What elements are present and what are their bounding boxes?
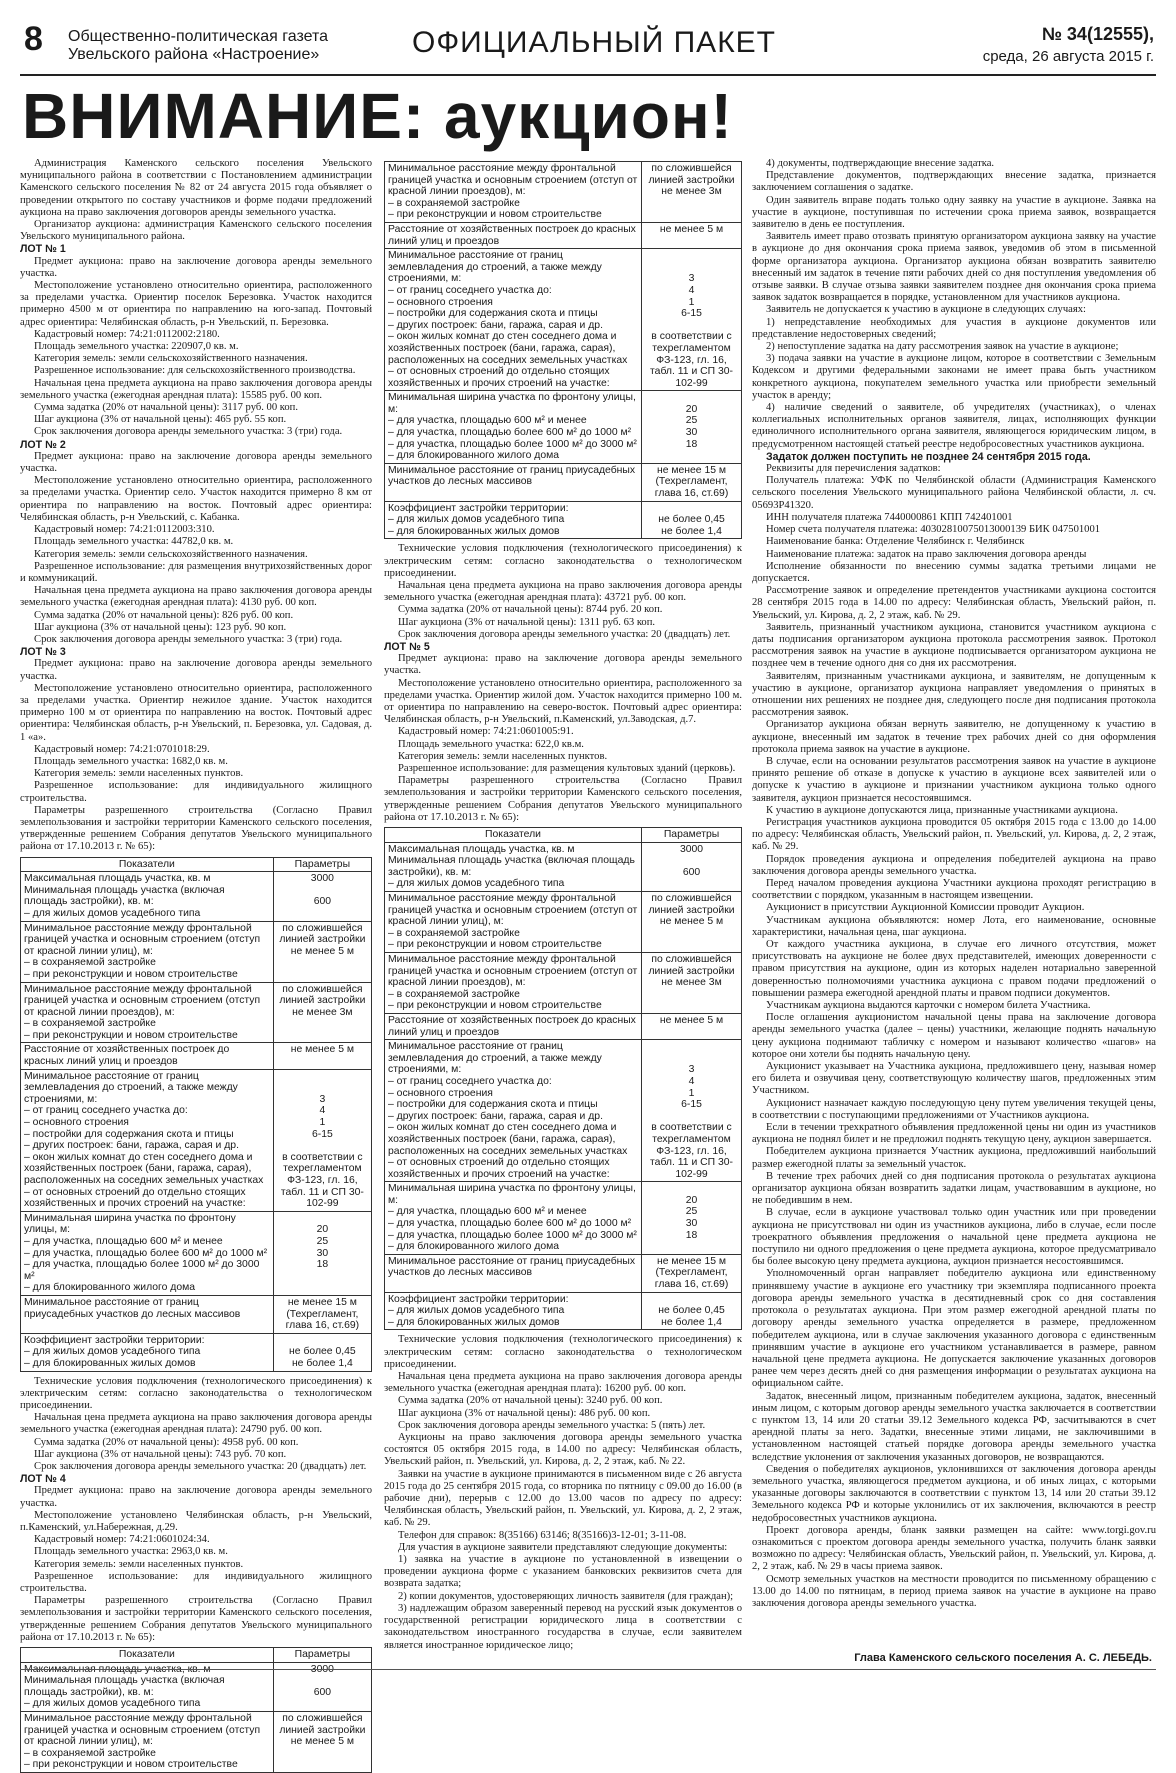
paragraph: Разрешенное использование: для индивидуального жилищного строительства. [20,780,372,804]
issue-number: № 34(12555), [1041,24,1154,44]
column-3 [752,158,1156,1653]
paper-name-line1: Общественно-политическая газета [68,28,329,45]
param-value-cell: не менее 5 м [642,1013,742,1039]
param-name-cell: Минимальное расстояние от границ приусадебных участков до лесных массивов [385,1254,642,1292]
table-header-value: Параметры [273,857,371,872]
paragraph: Разрешенное использование: для размещения культовых зданий (церковь). [398,763,736,775]
param-name-cell: Расстояние от хозяйственных построек до красных линий улиц и проездов [385,222,642,248]
paragraph: Аукционы на право заключения договора аренды земельного участка состоятся 05 октября 2015 года, в 14.00 по адресу: Челябинская область, Увельский район, п. Увельский, ул. Кирова, д. 2, 2 этаж, каб. № 22. [384,1432,742,1468]
deposit-deadline: Задаток должен поступить не позднее 24 сентября 2015 года. [766,450,1091,463]
table-row [385,222,742,248]
paragraph: Заявки на участие в аукционе принимаются в письменном виде с 26 августа 2015 года до 25 сентября 2015 года, со вторника по пятницу с 09.00 до 16.00 (в рабочие дни), перерыв с 12.00 до 13.00 часов по адресу по адресу: Челябинская область, Увельский район, п. Увельский, ул. Кирова, д. 2, 2 этаж, каб. № 29. [384,1468,742,1529]
table-row [385,1182,742,1255]
paragraph: Параметры разрешенного строительства (Согласно Правил землепользования и застройки территории Каменского сельского поселения, утвержденные решением Собрания депутатов Увельского муниципального района от 17.10.2013 г. № 65): [20,804,372,853]
param-value-cell: по сложившейся линией застройки не менее 5 м [273,921,371,982]
param-value-cell: 20 25 30 18 [642,1182,742,1255]
paper-name-line2: Увельского района «Настроение» [68,46,320,63]
paragraph: Аукционист указывает на Участника аукциона, предложившего цену, называя номер его билета и озвучивая цену, соответствующую количеству шагов, предложенных этим Участником. [752,1061,1156,1097]
param-name-cell: Коэффициент застройки территории: – для жилых домов усадебного типа – для блокированных жилых домов [385,501,642,539]
paragraph: Шаг аукциона (3% от начальной цены): 743 руб. 70 коп. [34,1448,287,1460]
param-name-cell: Минимальное расстояние от границ землевладения до строений, а также между строениями, м: – от границ соседнего участка до: – основного строения – постройки для содержания скота и птицы – других построек: бани, гаража, сарая и др. – окон жилых комнат до стен соседнего дома и хозяйственных построек (бани, гаража, сарая), расположенных на соседних земельных участках – от основных строений до отдельно стоящих хозяйственных и прочих строений на участке: [385,1040,642,1182]
table-header-param: Показатели [21,1647,274,1662]
paragraph: Категория земель: земли сельскохозяйственного назначения. [34,548,308,560]
paragraph: 3) подача заявки на участие в аукционе лицом, которое в соответствии с Земельным Кодексом и другими федеральными законами не имеет права быть участником конкретного аукциона, покупателем земельного участка или приобрести земельный участок в аренду; [752,353,1156,401]
table-row [21,1069,372,1211]
paragraph: Разрешенное использование: для индивидуального жилищного строительства. [20,1570,372,1594]
paragraph: Шаг аукциона (3% от начальной цены): 465 руб. 55 коп. [34,414,287,426]
param-name-cell: Минимальное расстояние между фронтальной границей участка и основным строением (отступ от красной линии улиц), м: – в сохраняемой застройке – при реконструкции и новом строительстве [21,1711,274,1772]
table-header-value: Параметры [273,1647,371,1662]
paragraph: Технические условия подключения (технологического присоединения) к электрическим сетям: согласно законодательства о технологическом присоединении. [384,1334,742,1370]
paragraph: Начальная цена предмета аукциона на право заключения договора аренды земельного участка (ежегодная арендная плата): 15585 руб. 00 коп. [20,377,372,401]
paragraph: Представление документов, подтверждающих внесение задатка, признается заключением соглашения о задатке. [752,170,1156,194]
table-row [385,1254,742,1292]
paragraph: Местоположение установлено относительно ориентира, расположенного за пределами участка. Ориентир поселок Березовка. Участок находится примерно 4500 м от ориентира по направлению на юго-запад. Почтовый адрес ориентира: Челябинская область, р-н Увельский, п. Березовка. [20,280,372,328]
paragraph: Телефон для справок: 8(35166) 63146; 8(35166)3-12-01; 3-11-08. [398,1529,687,1541]
param-name-cell: Минимальное расстояние от границ землевладения до строений, а также между строениями, м: – от границ соседнего участка до: – основного строения – постройки для содержания скота и птицы – других построек: бани, гаража, сарая и др. – окон жилых комнат до стен соседнего дома и хозяйственных построек (бани, гаража, сарая), расположенных на соседних земельных участках – от основных строений до отдельно стоящих хозяйственных и прочих строений на участке: [385,249,642,391]
paragraph: Срок заключения договора аренды земельного участка: 3 (три) года. [34,426,343,438]
param-value-cell: не менее 15 м (Техрегламент, глава 16, ст.69) [642,1254,742,1292]
paragraph: Кадастровый номер: 74:21:0701018:29. [34,743,210,755]
paragraph: Получатель платежа: УФК по Челябинской области (Администрация Каменского сельского поселения Увельского муниципального района Челябинской области, л. сч. 05693P41320. [752,475,1156,511]
paragraph: Заявителям, признанным участниками аукциона, и заявителям, не допущенным к участию в аукционе, организатор аукциона направляет уведомления о принятых в отношении них решениях не позднее дня, следующего после дня подписания протокола рассмотрения заявок. [752,670,1156,719]
table-row [385,1013,742,1039]
param-name-cell: Максимальная площадь участка, кв. м Минимальная площадь участка (включая площадь застройки), кв. м: – для жилых домов усадебного типа [385,842,642,891]
paragraph: Площадь земельного участка: 1682,0 кв. м. [34,755,228,767]
paragraph: Параметры разрешенного строительства (Согласно Правил землепользования и застройки территории Каменского сельского поселения, утвержденные решением Собрания депутатов Увельского муниципального района от 17.10.2013 г. № 65): [20,1595,372,1643]
paragraph: Заявитель, признанный участником аукциона, становится участником аукциона с даты подписания организатором аукциона протокола рассмотрения заявок. Протокол рассмотрения заявок на участие в аукционе подписывается организатором аукциона не позднее чем в течение одного дня со дня их рассмотрения. [752,621,1156,670]
paragraph: Площадь земельного участка: 44782,0 кв. м. [34,536,234,548]
paragraph: Категория земель: земли населенных пунктов. [34,1558,244,1570]
param-value-cell: 3000 600 [273,1662,371,1711]
table-row [385,892,742,953]
param-name-cell: Минимальная ширина участка по фронтону улицы, м: – для участка, площадью 600 м² и менее – для участка, площадью более 600 м² до 1000 м² – для участка, площадью более 1000 м² до 3000 м² – для блокированного жилого дома [21,1211,274,1295]
paragraph: Кадастровый номер: 74:21:0601005:91. [398,726,574,738]
paragraph: Победителем аукциона признается Участник аукциона, предложивший наибольший размер ежегодной платы за земельный участок. [752,1146,1156,1170]
table-row [21,921,372,982]
table-header-value: Параметры [642,828,742,843]
paragraph: Участникам аукциона выдаются карточки с номером билета Участника. [766,1000,1091,1012]
param-value-cell: по сложившейся линией застройки не менее 3м [273,982,371,1043]
paragraph: Исполнение обязанности по внесению суммы задатка третьими лицами не допускается. [752,560,1156,584]
paragraph: В случае, если в аукционе участвовал только один участник или при проведении аукциона не присутствовал ни один из участников аукциона, либо в случае, если после троекратного объявления предложения о начальной цене предмета аукциона не поступило ни одного предложения о цене предмета аукциона, которое предусматривало бы более высокую цену предмета аукциона, аукцион признается несостоявшимся. [752,1207,1156,1268]
param-value-cell: не менее 15 м (Техрегламент, глава 16, ст.69) [273,1295,371,1333]
paragraph: Начальная цена предмета аукциона на право заключения договора аренды земельного участка (ежегодная арендная плата): 4130 руб. 00 коп. [20,585,372,609]
paragraph: После оглашения аукционистом начальной цены права на заключение договора аренды земельного участка (далее – цены) участники, желающие поднять начальную цену аукциона поднимают табличку с номером и называют количество «шагов» на которое они хотели бы поднять начальную цену. [752,1012,1156,1060]
param-name-cell: Коэффициент застройки территории: – для жилых домов усадебного типа – для блокированных жилых домов [21,1333,274,1371]
param-name-cell: Минимальное расстояние между фронтальной границей участка и основным строением (отступ от красной линии проездов), м: – в сохраняемой застройке – при реконструкции и новом строительстве [385,162,642,223]
paragraph: ИНН получателя платежа 7440000861 КПП 742401001 [766,511,1013,523]
paragraph: Предмет аукциона: право на заключение договора аренды земельного участка. [20,1485,372,1509]
lot-title: ЛОТ № 1 [20,243,66,256]
paragraph: Шаг аукциона (3% от начальной цены): 1311 руб. 63 коп. [398,616,656,628]
paragraph: Регистрация участников аукциона проводится 05 октября 2015 года с 13.00 до 14.00 по адресу: Челябинская область, Увельский район, п. Увельский, ул. Кирова, д. 2, 2 этаж, каб. № 29. [752,816,1156,853]
paragraph: Организатор аукциона обязан вернуть заявителю, не допущенному к участию в аукционе, внесенный им задаток в течение трех рабочих дней со дня оформления протокола приема заявок на участие в аукционе. [752,719,1156,755]
paragraph: Номер счета получателя платежа: 40302810075013000139 БИК 047501001 [766,524,1101,536]
lot-title: ЛОТ № 3 [20,646,66,659]
paragraph: 4) документы, подтверждающие внесение задатка. [766,158,995,169]
column-2 [384,158,742,1653]
paragraph: Площадь земельного участка: 220907,0 кв. м. [34,341,239,353]
page-number: 8 [24,20,43,58]
paragraph: Кадастровый номер: 74:21:0112003:310. [34,524,215,536]
paragraph: Категория земель: земли населенных пунктов. [398,750,608,762]
table-row [385,463,742,501]
param-value-cell: не более 0,45 не более 1,4 [273,1333,371,1371]
param-value-cell: по сложившейся линией застройки не менее 5 м [273,1711,371,1772]
param-name-cell: Максимальная площадь участка, кв. м Минимальная площадь участка (включая площадь застройки), кв. м: – для жилых домов усадебного типа [21,1662,274,1711]
table-row [385,501,742,539]
paragraph: Срок заключения договора аренды земельного участка: 3 (три) года. [34,633,343,645]
paragraph: Срок заключения договора аренды земельного участка: 20 (двадцать) лет. [398,628,731,640]
paragraph: Сумма задатка (20% от начальной цены): 4958 руб. 00 коп. [34,1436,299,1448]
paragraph: Предмет аукциона: право на заключение договора аренды земельного участка. [20,658,372,682]
paragraph: Местоположение установлено относительно ориентира, расположенного за пределами участка. Ориентир нежилое здание. Участок находится примерно 100 м от ориентира по направлению на восток. Почтовый адрес ориентира: Челябинская область, р-н Увельский, п. Березовка, ул. Садовая, д. 1 «а». [20,682,372,743]
param-name-cell: Минимальное расстояние между фронтальной границей участка и основным строением (отступ от красной линии улиц), м: – в сохраняемой застройке – при реконструкции и новом строительстве [21,921,274,982]
table-row [385,1040,742,1182]
table-row [385,162,742,223]
paragraph: Параметры разрешенного строительства (Согласно Правил землепользования и застройки территории Каменского сельского поселения, утвержденные решением Собрания депутатов Увельского муниципального района от 17.10.2013 г. № 65): [384,775,742,823]
paragraph: Участникам аукциона объявляются: номер Лота, его наименование, основные характеристики, начальная цена, шаг аукциона. [752,914,1156,938]
parameters-table-continued [384,161,742,539]
paragraph: Рассмотрение заявок и определение претендентов участниками аукциона состоится 28 сентября 2015 года в 14.00 по адресу: Челябинская область, Увельский район, п. Увельский, ул. Кирова, д. 2, 2 этаж, каб. № 29. [752,585,1156,621]
paragraph: Перед началом проведения аукциона Участники аукциона проходят регистрацию в соответствии с порядком, указанным в настоящем извещении. [752,877,1156,902]
paragraph: Категория земель: земли населенных пунктов. [34,768,244,780]
paragraph: Порядок проведения аукциона и определения победителей аукциона на право заключения договора аренды земельного участка. [752,853,1156,877]
paragraph: К участию в аукционе допускаются лица, признанные участниками аукциона. [766,804,1118,816]
paragraph: Сумма задатка (20% от начальной цены): 3117 руб. 00 коп. [34,402,299,414]
param-name-cell: Максимальная площадь участка, кв. м Минимальная площадь участка (включая площадь застройки), кв. м: – для жилых домов усадебного типа [21,872,274,921]
paragraph: Аукционист в присутствии Аукционной Комиссии проводит Аукцион. [766,902,1085,914]
paragraph: Кадастровый номер: 74:21:0112002:2180. [34,328,220,340]
paragraph: Площадь земельного участка: 2963,0 кв. м. [34,1546,228,1558]
param-value-cell: по сложившейся линией застройки не менее 3м [642,162,742,223]
table-row [385,1292,742,1330]
paragraph: Сумма задатка (20% от начальной цены): 3240 руб. 00 коп. [398,1395,663,1407]
paragraph: Площадь земельного участка: 622,0 кв.м. [398,738,584,750]
paragraph: Категория земель: земли сельскохозяйственного назначения. [34,353,308,365]
paragraph: Проект договора аренды, бланк заявки размещен на сайте: www.torgi.gov.ru ознакомиться с проектом договора аренды земельного участка, получить бланк заявки возможно по адресу: Челябинская область, Увельский район, п. Увельский, ул. Кирова, д. 2, 2 этаж, каб. № 29 в часы приема заявок. [752,1524,1156,1573]
paragraph: Шаг аукциона (3% от начальной цены): 486 руб. 00 коп. [398,1407,651,1419]
paragraph: Технические условия подключения (технологического присоединения) к электрическим сетям: согласно законодательства о технологическом присоединении. [20,1375,372,1411]
param-name-cell: Минимальное расстояние между фронтальной границей участка и основным строением (отступ от красной линии проездов), м: – в сохраняемой застройке – при реконструкции и новом строительстве [21,982,274,1043]
table-row [385,842,742,891]
table-row [21,982,372,1043]
param-value-cell: 20 25 30 18 [642,391,742,464]
param-name-cell: Минимальное расстояние между фронтальной границей участка и основным строением (отступ от красной линии проездов), м: – в сохраняемой застройке – при реконструкции и новом строительстве [385,953,642,1014]
paragraph: От каждого участника аукциона, в случае его личного отсутствия, может присутствовать на аукционе не более двух представителей, имеющих доверенности с правом присутствия на аукционе, один из которых наделен нотариально заверенной доверенностью полномочиями участника аукциона с правом подачи предложений о повышении размера ежегодной арендной платы и правом подписи документов. [752,939,1156,999]
table-row [385,953,742,1014]
paragraph: Аукционист назначает каждую последующую цену путем увеличения текущей цены, в соответствии с поступающими предложениями от Участников аукциона. [752,1097,1156,1121]
param-name-cell: Коэффициент застройки территории: – для жилых домов усадебного типа – для блокированных жилых домов [385,1292,642,1330]
paragraph: Технические условия подключения (технологического присоединения) к электрическим сетям: согласно законодательства о технологическом присоединении. [384,543,742,579]
paragraph: В случае, если на основании результатов рассмотрения заявок на участие в аукционе принято решение об отказе в допуске к участию в аукционе всех заявителей или о допуске к участию в аукционе и признании участником аукциона только одного заявителя, аукцион признается несостоявшимся. [752,755,1156,804]
param-value-cell: 3 4 1 6-15 в соответствии с техрегламентом ФЗ-123, гл. 16, табл. 11 и СП 30-102-99 [642,249,742,391]
param-value-cell: не менее 5 м [273,1043,371,1069]
paragraph: 2) непоступление задатка на дату рассмотрения заявок на участие в аукционе; [766,341,1119,353]
table-header-param: Показатели [21,857,274,872]
param-value-cell: не менее 15 м (Техрегламент, глава 16, ст.69) [642,463,742,501]
paragraph: 1) непредставление необходимых для участия в аукционе документов или представление недостоверных сведений; [752,316,1156,340]
paragraph: Заявитель имеет право отозвать принятую организатором аукциона заявку на участие в аукционе до дня окончания срока приема заявок, уведомив об этом в письменной форме организатора аукциона. Организатор аукциона обязан возвратить заявителю внесенный им задаток в течение пяти рабочих дней со дня поступления уведомления об отзыве заявки. В случае отзыва заявки заявителем позднее дня окончания срока приема заявок задаток возвращается в порядке, установленном для участников аукциона. [752,231,1156,304]
lot-title: ЛОТ № 4 [20,1473,66,1486]
paragraph: Разрешенное использование: для размещения внутрихозяйственных дорог и коммуникаций. [20,560,372,584]
masthead [20,14,1156,76]
paragraph: Один заявитель вправе подать только одну заявку на участие в аукционе. Заявка на участие в аукционе, поступившая по истечении срока приема заявок, возвращается заявителю в день ее поступления. [752,194,1156,231]
paragraph: Уполномоченный орган направляет победителю аукциона или единственному принявшему участие в аукционе его участнику три экземпляра подписанного проекта договора аренды земельного участка в десятидневный срок со дня составления протокола о результатах аукциона. При этом размер ежегодной арендной платы по договору аренды земельного участка определяется в размере, предложенном победителем аукциона, или в случае заключения указанного договора с единственным принявшим участие в аукционе его участником устанавливается в размере, равном начальной цене предмета аукциона. Не допускается заключение указанных договоров ранее чем через десять дней со дня размещения информации о результатах аукциона на официальном сайте. [752,1268,1156,1390]
paragraph: Предмет аукциона: право на заключение договора аренды земельного участка. [384,653,742,677]
paragraph: Сумма задатка (20% от начальной цены): 8744 руб. 20 коп. [398,604,663,616]
lot-title: ЛОТ № 2 [20,438,66,451]
paragraph: Сумма задатка (20% от начальной цены): 826 руб. 00 коп. [34,609,294,621]
paragraph: Начальная цена предмета аукциона на право заключения договора аренды земельного участка (ежегодная арендная плата): 24790 руб. 00 коп. [20,1412,372,1436]
paragraph: Срок заключения договора аренды земельного участка: 20 (двадцать) лет. [34,1460,367,1472]
column-1 [20,158,372,1771]
parameters-table [20,857,372,1372]
table-header-param: Показатели [385,828,642,843]
param-name-cell: Минимальное расстояние от границ приусадебных участков до лесных массивов [21,1295,274,1333]
parameters-table-lot5 [384,827,742,1330]
param-name-cell: Минимальное расстояние от границ землевладения до строений, а также между строениями, м: – от границ соседнего участка до: – основного строения – постройки для содержания скота и птицы – других построек: бани, гаража, сарая и др. – окон жилых комнат до стен соседнего дома и хозяйственных построек (бани, гаража, сарая), расположенных на соседних земельных участках – от основных строений до отдельно стоящих хозяйственных и прочих строений на участке: [21,1069,274,1211]
param-value-cell: 3 4 1 6-15 в соответствии с техрегламентом ФЗ-123, гл. 16, табл. 11 и СП 30-102-99 [273,1069,371,1211]
table-row [21,1333,372,1371]
param-name-cell: Расстояние от хозяйственных построек до красных линий улиц и проездов [385,1013,642,1039]
table-row [21,1043,372,1069]
param-value-cell: не более 0,45 не более 1,4 [642,501,742,539]
param-value-cell: 20 25 30 18 [273,1211,371,1295]
param-value-cell: 3 4 1 6-15 в соответствии с техрегламентом ФЗ-123, гл. 16, табл. 11 и СП 30-102-99 [642,1040,742,1182]
issue-date: среда, 26 августа 2015 г. [982,48,1154,65]
paragraph: Предмет аукциона: право на заключение договора аренды земельного участка. [20,450,372,475]
param-value-cell: по сложившейся линией застройки не менее 5 м [642,892,742,953]
param-name-cell: Минимальная ширина участка по фронтону улицы, м: – для участка, площадью 600 м² и менее – для участка, площадью более 600 м² до 1000 м² – для участка, площадью более 1000 м² до 3000 м² – для блокированного жилого дома [385,391,642,464]
param-name-cell: Минимальная ширина участка по фронтону улицы, м: – для участка, площадью 600 м² и менее – для участка, площадью более 600 м² до 1000 м² – для участка, площадью более 1000 м² до 3000 м² – для блокированного жилого дома [385,1182,642,1255]
table-row [385,249,742,391]
paragraph: Задаток, внесенный лицом, признанным победителем аукциона, задаток, внесенный иным лицом, с которым договор аренды земельного участка заключается в соответствии с пунктом 13, 14 или 20 статьи 39.12 Земельного кодекса РФ, засчитываются в счет арендной платы за него. Задатки, внесенные этими лицами, не заключившими в установленном настоящей статьей порядке договора аренды земельного участка вследствие уклонения от заключения указанных договоров, не возвращаются. [752,1390,1156,1463]
table-row [21,1211,372,1295]
parameters-table-lot4 [20,1647,372,1773]
param-value-cell: 3000 600 [273,872,371,921]
param-name-cell: Минимальное расстояние между фронтальной границей участка и основным строением (отступ от красной линии улиц), м: – в сохраняемой застройке – при реконструкции и новом строительстве [385,892,642,953]
paragraph: Наименование банка: Отделение Челябинск г. Челябинск [766,536,1025,548]
section-title: ОФИЦИАЛЬНЫЙ ПАКЕТ [412,26,777,59]
table-row [385,391,742,464]
paragraph: Если в течении трехкратного объявления предложенной цены ни один из участников аукциона не поднял билет и не предложил поднять текущую цену, аукцион завершается. [752,1122,1156,1146]
paragraph: В течение трех рабочих дней со дня подписания протокола о результатах аукциона организатор аукциона обязан возвратить задатки лицам, участвовавшим в аукционе, но не победившим в нем. [752,1170,1156,1207]
param-value-cell: не менее 5 м [642,222,742,248]
paragraph: Заявитель не допускается к участию в аукционе в следующих случаях: [766,304,1087,316]
paragraph: 2) копии документов, удостоверяющих личность заявителя (для граждан); [398,1590,734,1602]
paragraph: Предмет аукциона: право на заключение договора аренды земельного участка. [20,255,372,279]
paragraph: Начальная цена предмета аукциона на право заключения договора аренды земельного участка (ежегодная арендная плата): 43721 руб. 00 коп. [384,580,742,604]
paragraph: Срок заключения договора аренды земельного участка: 5 (пять) лет. [398,1419,706,1431]
signature: Глава Каменского сельского поселения А. С. ЛЕБЕДЬ. [854,1652,1152,1664]
table-row [21,1711,372,1772]
lot-title: ЛОТ № 5 [384,641,430,654]
headline: ВНИМАНИЕ: аукцион! [22,80,733,152]
table-row [21,1295,372,1333]
param-value-cell: 3000 600 [642,842,742,891]
paragraph: 3) надлежащим образом заверенный перевод на русский язык документов о государственной регистрации юридического лица в соответствии с законодательством иностранного государства в случае, если заявителем является иностранное юридическое лицо; [384,1602,742,1651]
paragraph: Начальная цена предмета аукциона на право заключения договора аренды земельного участка (ежегодная арендная плата): 16200 руб. 00 коп. [384,1371,742,1395]
paragraph: Наименование платежа: задаток на право заключения договора аренды [766,548,1087,560]
paragraph: Местоположение установлено Челябинская область, р-н Увельский, п.Каменский, ул.Набережная, д.29. [20,1509,372,1533]
paragraph: Сведения о победителях аукционов, уклонившихся от заключения договора аренды земельного участка, являющегося предметом аукциона, и об иных лицах, с которыми указанные договоры заключаются в соответствии с пунктом 13, 14 или 20 статьи 39.12 Земельного кодекса РФ и которые уклонились от их заключения, включаются в реестр недобросовестных участников аукциона. [752,1463,1156,1524]
param-value-cell: не более 0,45 не более 1,4 [642,1292,742,1330]
table-row [21,872,372,921]
param-name-cell: Расстояние от хозяйственных построек до красных линий улиц и проездов [21,1043,274,1069]
paragraph: Для участия в аукционе заявители представляют следующие документы: [398,1541,728,1553]
paper-name [68,28,328,64]
param-name-cell: Минимальное расстояние от границ приусадебных участков до лесных массивов [385,463,642,501]
param-value-cell: по сложившейся линией застройки не менее 3м [642,953,742,1014]
paragraph: 4) наличие сведений о заявителе, об учредителях (участниках), о членах коллегиальных исполнительных органов заявителя, лицах, исполняющих функции единоличного исполнительного органа заявителя, являющегося юридическим лицом, в предусмотренном настоящей статьей реестре недобросовестных участников аукциона. [752,402,1156,450]
paragraph: Разрешенное использование: для сельскохозяйственного производства. [34,365,356,377]
paragraph: Шаг аукциона (3% от начальной цены): 123 руб. 90 коп. [34,621,287,633]
paragraph: Администрация Каменского сельского поселения Увельского муниципального района в соответствии с Постановлением администрации Каменского сельского поселения № 82 от 24 августа 2015 года объявляет о проведении открытого по составу участников и форме подачи предложений аукциона на право заключения договоров аренды земельного участка. [20,158,372,218]
paragraph: 1) заявка на участие в аукционе по установленной в извещении о проведении аукциона форме с указанием банковских реквизитов счета для возврата задатка; [384,1554,742,1590]
bottom-rule [20,1669,1156,1670]
paragraph: Осмотр земельных участков на местности проводится по письменному обращению с 13.00 до 14.00 по пятницам, в период приема заявок на участие в аукционе на право заключения договора аренды земельного участка. [752,1573,1156,1609]
paragraph: Кадастровый номер: 74:21:0601024:34. [34,1534,210,1546]
paragraph: Местоположение установлено относительно ориентира, расположенного за пределами участка. Ориентир село. Участок находится примерно 8 км от ориентира по направлению на восток. Почтовый адрес ориентира: Челябинская область, р-н Увельский, с. Кабанка. [20,475,372,523]
paragraph: Местоположение установлено относительно ориентира, расположенного за пределами участка. Ориентир жилой дом. Участок находится примерно 100 м. от ориентира по направлению на северо-восток. Почтовый адрес ориентира: Челябинская область, р-н Увельский, п.Каменский, ул.Заводская, д.7. [384,677,742,726]
paragraph: Реквизиты для перечисления задатков: [766,463,941,475]
paragraph: Организатор аукциона: администрация Каменского сельского поселения Увельского муниципального района. [20,219,372,243]
